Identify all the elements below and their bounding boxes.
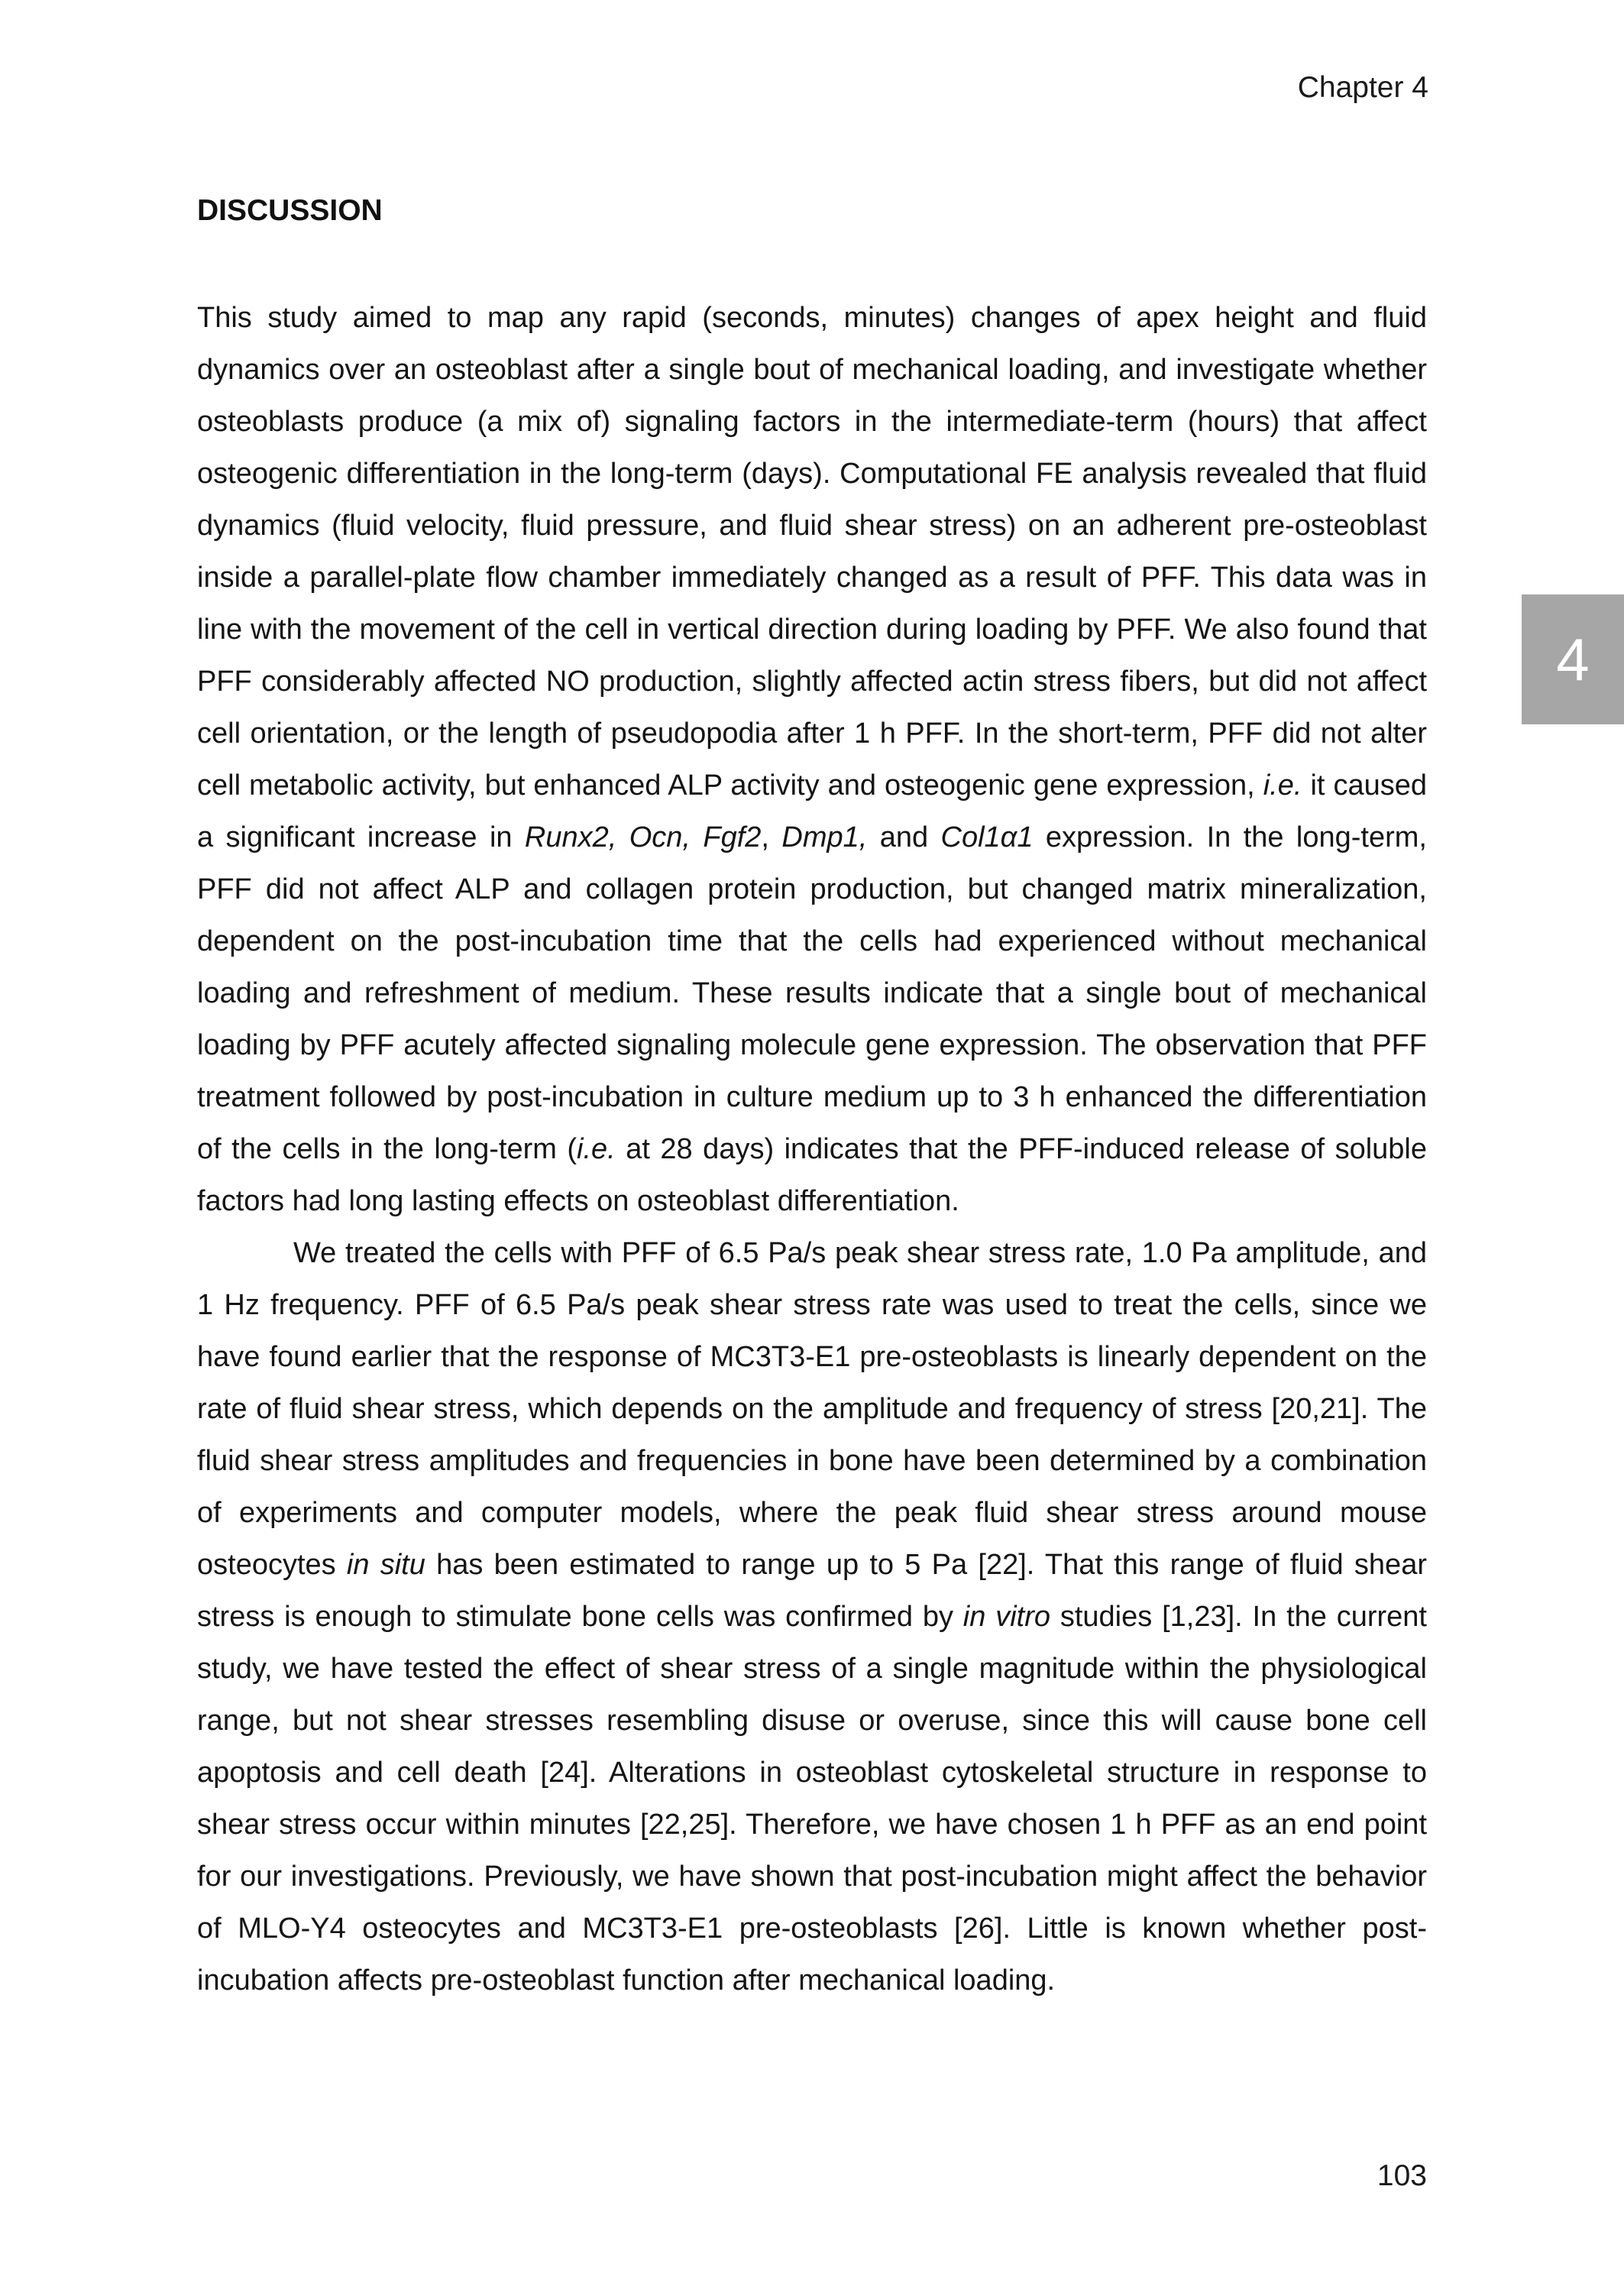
italic-term: i.e. [1263,769,1302,802]
text-run: This study aimed to map any rapid (seconds, minutes) changes of apex height and fluid dynamics over an osteoblast after a single bout of mechanical loading, and investigate whether osteoblasts produce (a mix of) signaling factors in the intermediate-term (hours) that affect osteogenic differentiation in the long-term (days). Computational FE analysis revealed that fluid dynamics (fluid velocity, fluid pressure, and fluid shear stress) on an adherent pre-osteoblast inside a parallel-plate flow chamber immediately changed as a result of PFF. This data was in line with the movement of the cell in vertical direction during loading by PFF. We also found that PFF considerably affected NO production, slightly affected actin stress fibers, but did not affect cell orientation, or the length of pseudopodia after 1 h PFF. In the short-term, PFF did not alter cell metabolic activity, but enhanced ALP activity and osteogenic gene expression, [197,302,1427,802]
page-body [197,193,1427,2006]
chapter-thumb-tab [1522,594,1624,724]
italic-term: in vitro [962,1601,1050,1633]
text-run: studies [1,23]. In the current study, we have tested the effect of shear stress of a single magnitude within the physiological range, but not shear stresses resembling disuse or overuse, since this will cause bone cell apoptosis and cell death [24]. Alterations in osteoblast cytoskeletal structure in response to shear stress occur within minutes [22,25]. Therefore, we have chosen 1 h PFF as an end point for our investigations. Previously, we have shown that post-incubation might affect the behavior of MLO-Y4 osteocytes and MC3T3-E1 pre-osteoblasts [26]. Little is known whether post-incubation affects pre-osteoblast function after mechanical loading. [197,1601,1427,1997]
italic-term: i.e. [577,1133,616,1165]
running-header-chapter: Chapter 4 [1297,71,1428,104]
page-number: 103 [1377,2159,1427,2192]
section-heading: DISCUSSION [197,194,383,227]
text-run: at 28 days) indicates that the PFF-induced release of soluble factors had long lasting effects on osteoblast differentiation. [197,1133,1428,1217]
italic-term: in situ [346,1549,425,1581]
gene-name: Runx2, Ocn, Fgf2 [524,821,762,853]
text-run: expression. In the long-term, PFF did not affect ALP and collagen protein production, but changed matrix mineralization, dependent on the post-incubation time that the cells had experienced without mechanical loading and refreshment of medium. These results indicate that a single bout of mechanical loading by PFF acutely affected signaling molecule gene expression. The observation that PFF treatment followed by post-incubation in culture medium up to 3 h enhanced the differentiation of the cells in the long-term ( [197,821,1427,1165]
discussion-paragraph-1 [197,292,1427,1227]
chapter-tab-number: 4 [1556,626,1590,693]
gene-name: Col1α1 [940,821,1034,853]
discussion-paragraph-2 [197,1227,1427,2006]
text-run: , [761,821,782,853]
text-run: it caused a significant increase in [197,769,1428,853]
text-run: We treated the cells with PFF of 6.5 Pa/s peak shear stress rate, 1.0 Pa amplitude, and 1 Hz frequency. PFF of 6.5 Pa/s peak shear stress rate was used to treat the cells, since we have found earlier that the response of MC3T3-E1 pre-osteoblasts is linearly dependent on the rate of fluid shear stress, which depends on the amplitude and frequency of stress [20,21]. The fluid shear stress amplitudes and frequencies in bone have been determined by a combination of experiments and computer models, where the peak fluid shear stress around mouse osteocytes [197,1237,1427,1581]
text-run: and [867,821,941,853]
text-run: has been estimated to range up to 5 Pa [22]. That this range of fluid shear stress is enough to stimulate bone cells was confirmed by [197,1549,1427,1633]
gene-name: Dmp1, [781,821,868,853]
